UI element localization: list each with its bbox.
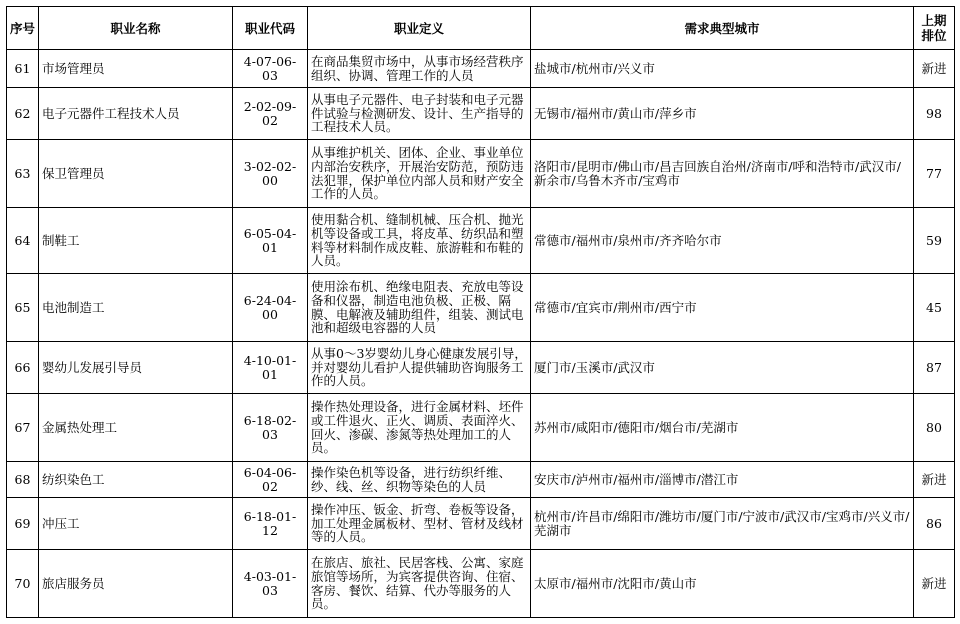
row-idx: 61 <box>7 50 39 88</box>
header-idx: 序号 <box>7 7 39 50</box>
row-idx: 67 <box>7 394 39 462</box>
table-row <box>7 50 955 88</box>
row-cities: 盐城市/杭州市/兴义市 <box>531 50 914 88</box>
row-rank: 87 <box>914 342 955 394</box>
row-code: 6-04-06-02 <box>233 462 308 498</box>
row-name: 冲压工 <box>39 498 233 550</box>
row-idx: 68 <box>7 462 39 498</box>
row-definition: 使用黏合机、缝制机械、压合机、抛光机等设备或工具，将皮革、纺织品和塑料等材料制作成皮鞋、旅游鞋和布鞋的人员。 <box>308 208 531 274</box>
row-cities: 安庆市/泸州市/福州市/淄博市/潜江市 <box>531 462 914 498</box>
row-name: 金属热处理工 <box>39 394 233 462</box>
table-row <box>7 394 955 462</box>
row-definition: 操作染色机等设备，进行纺织纤维、纱、线、丝、织物等染色的人员 <box>308 462 531 498</box>
row-definition: 使用涂布机、绝缘电阻表、充放电等设备和仪器，制造电池负极、正极、隔膜、电解液及辅助组件，组装、测试电池和超级电容器的人员 <box>308 274 531 342</box>
row-definition: 从事0～3岁婴幼儿身心健康发展引导，并对婴幼儿看护人提供辅助咨询服务工作的人员。 <box>308 342 531 394</box>
occupation-table <box>6 6 955 618</box>
table-row <box>7 550 955 618</box>
row-cities: 苏州市/咸阳市/德阳市/烟台市/芜湖市 <box>531 394 914 462</box>
row-cities: 常德市/福州市/泉州市/齐齐哈尔市 <box>531 208 914 274</box>
row-idx: 65 <box>7 274 39 342</box>
row-definition: 从事维护机关、团体、企业、事业单位内部治安秩序，开展治安防范，预防违法犯罪，保护单位内部人员和财产安全工作的人员。 <box>308 140 531 208</box>
row-cities: 洛阳市/昆明市/佛山市/昌吉回族自治州/济南市/呼和浩特市/武汉市/新余市/乌鲁木齐市/宝鸡市 <box>531 140 914 208</box>
row-cities: 常德市/宜宾市/荆州市/西宁市 <box>531 274 914 342</box>
row-rank: 77 <box>914 140 955 208</box>
row-definition: 在商品集贸市场中，从事市场经营秩序组织、协调、管理工作的人员 <box>308 50 531 88</box>
row-rank: 59 <box>914 208 955 274</box>
header-name: 职业名称 <box>39 7 233 50</box>
row-rank: 新进 <box>914 50 955 88</box>
row-name: 纺织染色工 <box>39 462 233 498</box>
row-name: 保卫管理员 <box>39 140 233 208</box>
row-rank: 新进 <box>914 462 955 498</box>
row-name: 婴幼儿发展引导员 <box>39 342 233 394</box>
row-cities: 杭州市/许昌市/绵阳市/潍坊市/厦门市/宁波市/武汉市/宝鸡市/兴义市/芜湖市 <box>531 498 914 550</box>
row-idx: 69 <box>7 498 39 550</box>
header-cities: 需求典型城市 <box>531 7 914 50</box>
row-rank: 98 <box>914 88 955 140</box>
row-idx: 66 <box>7 342 39 394</box>
row-name: 电池制造工 <box>39 274 233 342</box>
row-name: 制鞋工 <box>39 208 233 274</box>
row-code: 6-24-04-00 <box>233 274 308 342</box>
row-code: 6-05-04-01 <box>233 208 308 274</box>
row-code: 6-18-02-03 <box>233 394 308 462</box>
table-row <box>7 140 955 208</box>
table-row <box>7 498 955 550</box>
row-code: 4-07-06-03 <box>233 50 308 88</box>
row-rank: 45 <box>914 274 955 342</box>
header-code: 职业代码 <box>233 7 308 50</box>
row-rank: 新进 <box>914 550 955 618</box>
row-code: 4-10-01-01 <box>233 342 308 394</box>
row-definition: 操作冲压、钣金、折弯、卷板等设备，加工处理金属板材、型材、管材及线材等的人员。 <box>308 498 531 550</box>
row-cities: 太原市/福州市/沈阳市/黄山市 <box>531 550 914 618</box>
row-name: 旅店服务员 <box>39 550 233 618</box>
header-row <box>7 7 955 50</box>
row-idx: 64 <box>7 208 39 274</box>
table-row <box>7 342 955 394</box>
table-row <box>7 274 955 342</box>
row-code: 3-02-02-00 <box>233 140 308 208</box>
row-rank: 80 <box>914 394 955 462</box>
row-definition: 操作热处理设备，进行金属材料、坯件或工件退火、正火、调质、表面淬火、回火、渗碳、渗氮等热处理加工的人员。 <box>308 394 531 462</box>
row-idx: 63 <box>7 140 39 208</box>
table-row <box>7 208 955 274</box>
row-name: 电子元器件工程技术人员 <box>39 88 233 140</box>
row-definition: 从事电子元器件、电子封装和电子元器件试验与检测研发、设计、生产指导的工程技术人员。 <box>308 88 531 140</box>
header-definition: 职业定义 <box>308 7 531 50</box>
row-code: 6-18-01-12 <box>233 498 308 550</box>
row-rank: 86 <box>914 498 955 550</box>
header-rank: 上期排位 <box>914 7 955 50</box>
row-idx: 62 <box>7 88 39 140</box>
row-cities: 无锡市/福州市/黄山市/萍乡市 <box>531 88 914 140</box>
row-cities: 厦门市/玉溪市/武汉市 <box>531 342 914 394</box>
row-definition: 在旅店、旅社、民居客栈、公寓、家庭旅馆等场所，为宾客提供咨询、住宿、客房、餐饮、结算、代办等服务的人员。 <box>308 550 531 618</box>
table-row <box>7 88 955 140</box>
row-code: 4-03-01-03 <box>233 550 308 618</box>
row-name: 市场管理员 <box>39 50 233 88</box>
row-code: 2-02-09-02 <box>233 88 308 140</box>
table-row <box>7 462 955 498</box>
row-idx: 70 <box>7 550 39 618</box>
